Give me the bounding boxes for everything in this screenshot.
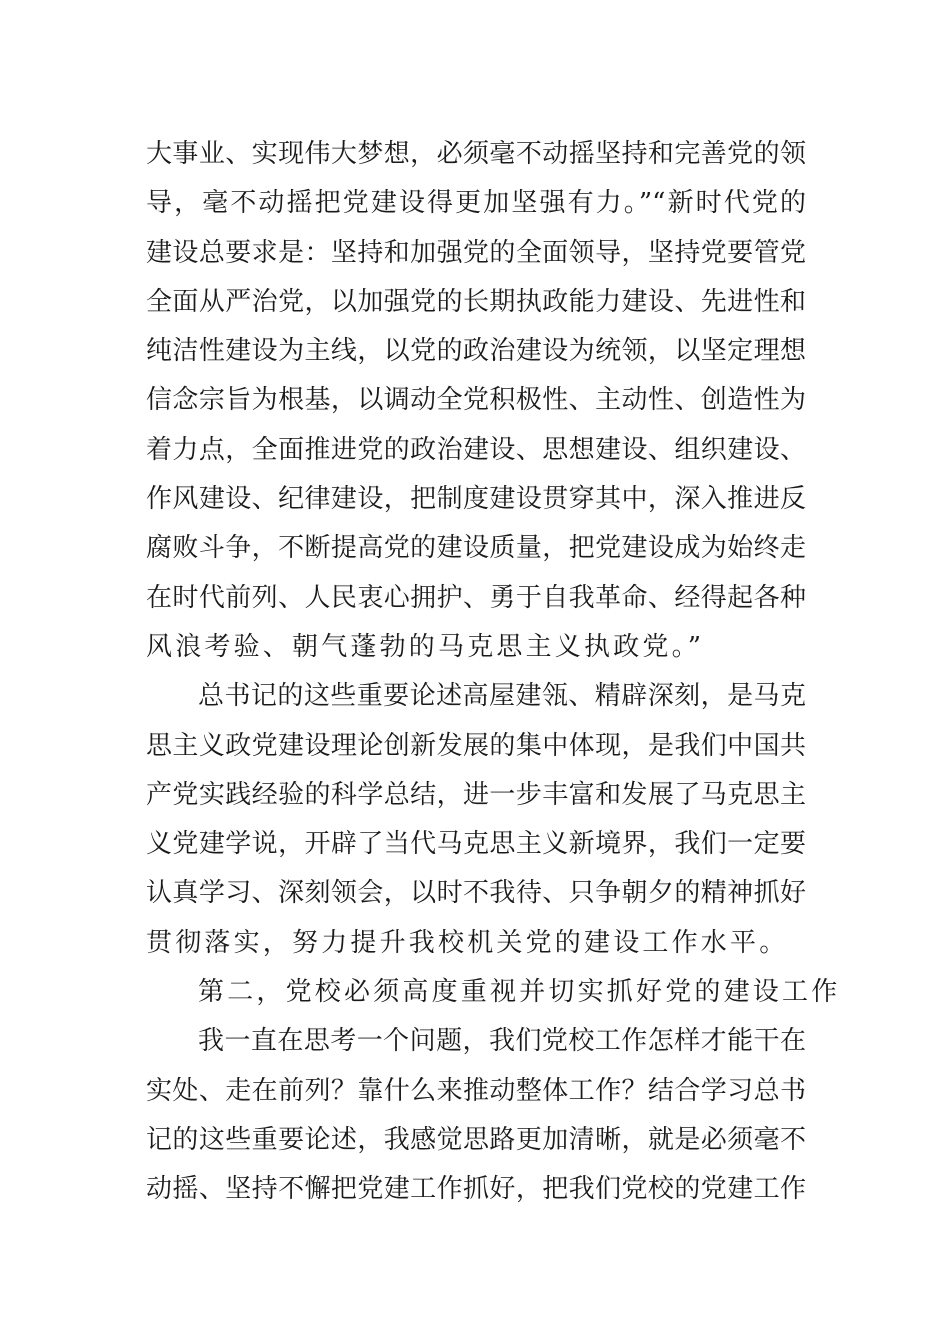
text-line: 义党建学说，开辟了当代马克思主义新境界，我们一定要 bbox=[146, 829, 806, 860]
text-line: 动摇、坚持不懈把党建工作抓好，把我们党校的党建工作 bbox=[146, 1174, 806, 1205]
text-line: 实处、走在前列？靠什么来推动整体工作？结合学习总书 bbox=[146, 1075, 806, 1106]
text-line: 纯洁性建设为主线，以党的政治建设为统领，以坚定理想 bbox=[146, 336, 806, 367]
section-heading: 第二，党校必须高度重视并切实抓好党的建设工作 bbox=[198, 977, 841, 1008]
text-line: 贯彻落实，努力提升我校机关党的建设工作水平。 bbox=[146, 927, 789, 958]
text-line: 记的这些重要论述，我感觉思路更加清晰，就是必须毫不 bbox=[146, 1124, 806, 1155]
text-line: 全面从严治党，以加强党的长期执政能力建设、先进性和 bbox=[146, 286, 806, 317]
document-body bbox=[146, 130, 841, 1215]
text-line: 信念宗旨为根基，以调动全党积极性、主动性、创造性为 bbox=[146, 385, 806, 416]
text-line: 风浪考验、朝气蓬勃的马克思主义执政党。” bbox=[146, 631, 705, 662]
text-line: 思主义政党建设理论创新发展的集中体现，是我们中国共 bbox=[146, 730, 806, 761]
text-line: 着力点，全面推进党的政治建设、思想建设、组织建设、 bbox=[146, 434, 806, 465]
text-line: 作风建设、纪律建设，把制度建设贯穿其中，深入推进反 bbox=[146, 484, 806, 515]
text-line: 建设总要求是：坚持和加强党的全面领导，坚持党要管党 bbox=[146, 237, 806, 268]
paragraph-first-line: 我一直在思考一个问题，我们党校工作怎样才能干在 bbox=[198, 1026, 806, 1057]
text-line: 大事业、实现伟大梦想，必须毫不动摇坚持和完善党的领 bbox=[146, 139, 806, 169]
text-line: 导，毫不动摇把党建设得更加坚强有力。”“新时代党的 bbox=[146, 188, 806, 219]
paragraph-first-line: 总书记的这些重要论述高屋建瓴、精辟深刻，是马克 bbox=[198, 681, 806, 712]
text-line: 腐败斗争，不断提高党的建设质量，把党建设成为始终走 bbox=[146, 533, 806, 564]
text-line: 产党实践经验的科学总结，进一步丰富和发展了马克思主 bbox=[146, 779, 806, 810]
text-line: 认真学习、深刻领会，以时不我待、只争朝夕的精神抓好 bbox=[146, 878, 806, 909]
text-line: 在时代前列、人民衷心拥护、勇于自我革命、经得起各种 bbox=[146, 582, 806, 613]
